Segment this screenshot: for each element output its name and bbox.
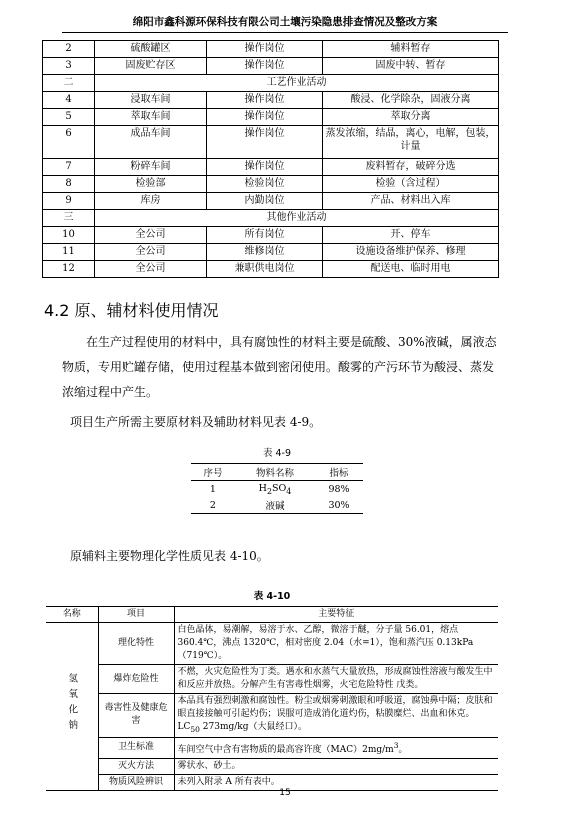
activity-cell: 蒸发浓缩，结晶，离心，电解，包装，计量 [323,126,499,159]
table-row [46,737,498,758]
header-cell: 主要特征 [174,607,498,623]
property-item: 理化特性 [98,623,174,665]
table-row [43,58,499,75]
table-row [43,261,499,278]
post-cell: 检验岗位 [207,176,323,193]
material-name: $H_2SO_4$ [258,482,292,496]
table-row [191,481,363,498]
group-row [43,210,499,227]
area-cell: 检验部 [95,176,207,193]
row-number: 10 [43,227,95,244]
material-name: 液碱 [265,501,285,512]
material-value: 98% [328,483,350,495]
property-item: 毒害性及健康危害 [98,694,174,738]
body-paragraph: 在生产过程使用的材料中，具有腐蚀性的材料主要是硫酸、30%液碱，属液态物质，专用贮罐存储，使用过程基本做到密闭使用。酸雾的产污环节为酸浸、蒸发浓缩过程中产生。 [62,335,497,399]
post-cell: 操作岗位 [207,41,323,58]
activity-cell: 设施设备维护保养、修理 [323,244,499,261]
property-item: 物质风险辨识 [98,774,174,790]
group-row [43,75,499,92]
area-cell: 固废贮存区 [95,58,207,75]
row-number: 12 [43,261,95,278]
activity-cell: 检验（含过程） [323,176,499,193]
table-row [46,623,498,665]
post-cell: 兼职供电岗位 [207,261,323,278]
substance-name: 氢氧化钠 [46,623,98,791]
activity-table [42,40,499,278]
property-item: 爆炸危险性 [98,665,174,694]
post-cell: 操作岗位 [207,92,323,109]
page-number: 15 [279,788,291,798]
table-row [46,758,498,774]
activity-cell: 酸浸、化学除杂，固液分离 [323,92,499,109]
activity-cell: 产品、材料出入库 [323,193,499,210]
area-cell: 粉碎车间 [95,159,207,176]
property-item: 卫生标准 [98,737,174,758]
post-cell: 操作岗位 [207,58,323,75]
area-cell: 成品车间 [95,126,207,159]
row-number: 5 [43,109,95,126]
table-row [43,109,499,126]
area-cell: 萃取车间 [95,109,207,126]
area-cell: 硫酸罐区 [95,41,207,58]
row-number: 3 [43,58,95,75]
table-header-row [191,464,363,481]
row-number: 7 [43,159,95,176]
header-cell: 项目 [98,607,174,623]
section-title: 4.2 原、辅材料使用情况 [44,301,219,320]
property-text: 车间空气中含有害物质的最高容许度$(MAC)2mg/m^3$。 [174,737,498,758]
body-paragraph: 原辅料主要物理化学性质见表 4-10。 [70,549,269,563]
area-cell: 全公司 [95,227,207,244]
table-row [43,176,499,193]
area-cell: 库房 [95,193,207,210]
row-number: 4 [43,92,95,109]
table-row [43,126,499,159]
row-number: 11 [43,244,95,261]
post-cell: 内勤岗位 [207,193,323,210]
activity-cell: 辅料暂存 [323,41,499,58]
area-cell: 浸取车间 [95,92,207,109]
table-row [43,193,499,210]
row-number: 1 [209,483,216,495]
area-cell: 全公司 [95,261,207,278]
group-title: 其他作业活动 [95,210,499,227]
property-item: 灭火方法 [98,758,174,774]
table-row [43,92,499,109]
property-text: 雾状水、砂土。 [174,758,498,774]
property-text: 不燃，火灾危险性为丁类。遇水和水蒸气大量放热，形成腐蚀性溶液与酸发生中和反应并放热。分解产生有害毒性烟雾，火宅危险特性 戊类。 [174,665,498,694]
row-number: 2 [209,499,216,511]
post-cell: 所有岗位 [207,227,323,244]
row-number: 6 [43,126,95,159]
row-number: 2 [43,41,95,58]
header-cell: 序号 [191,464,235,481]
table-row [46,694,498,738]
post-cell: 操作岗位 [207,109,323,126]
property-text: 本品具有强烈刺激和腐蚀性。粉尘或烟雾刺激眼和呼吸道，腐蚀鼻中隔；皮肤和眼直接接触可引起灼伤；误服可造成消化道灼伤，粘膜糜烂、出血和休克。$LC_{50}$ 273mg/kg（大鼠经口）。 [174,694,498,738]
body-paragraph: 项目生产所需主要原材料及辅助材料见表 4-9。 [70,415,322,429]
header-cell: 物料名称 [235,464,315,481]
table-header-row [46,607,498,623]
header-cell: 指标 [315,464,363,481]
row-number: 8 [43,176,95,193]
post-cell: 操作岗位 [207,126,323,159]
material-value: 30% [328,499,350,511]
group-title: 工艺作业活动 [95,75,499,92]
row-number: 9 [43,193,95,210]
table-row [43,244,499,261]
table-caption: 表 4-10 [253,591,291,602]
header-cell: 名称 [46,607,98,623]
table-row [191,497,363,514]
property-text: 白色晶体，易潮解，易溶于水、乙醇，微溶于醚，分子量 56.01，熔点 360.4℃，沸点 1320℃，相对密度 2.04（水=1），饱和蒸汽压 0.13kPa（719℃）。 [174,623,498,665]
page-header: 绵阳市鑫科源环保科技有限公司土壤污染隐患排查情况及整改方案 [62,14,508,33]
activity-cell: 固废中转、暂存 [323,58,499,75]
post-cell: 操作岗位 [207,159,323,176]
table-caption: 表 4-9 [262,448,292,459]
activity-cell: 废料暂存，破碎分选 [323,159,499,176]
property-text: 未列入附录 A 所有表中。 [174,774,498,790]
table-row [43,159,499,176]
material-table [191,463,363,514]
table-row [43,41,499,58]
activity-cell: 开、停车 [323,227,499,244]
activity-cell: 配送电、临时用电 [323,261,499,278]
group-number: 三 [43,210,95,227]
table-row [46,665,498,694]
group-number: 二 [43,75,95,92]
area-cell: 全公司 [95,244,207,261]
table-row [43,227,499,244]
activity-cell: 萃取分离 [323,109,499,126]
properties-table [46,606,498,791]
post-cell: 维修岗位 [207,244,323,261]
